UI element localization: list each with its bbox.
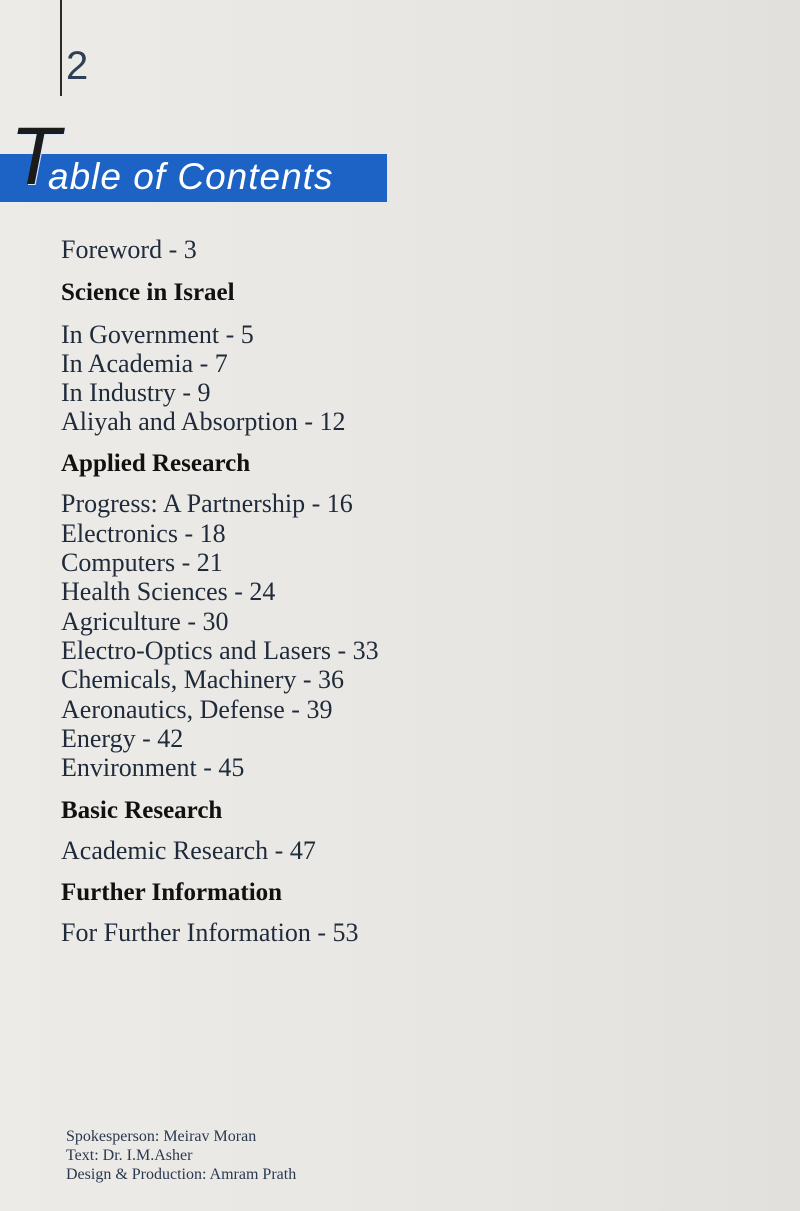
toc-section-heading: Basic Research xyxy=(61,797,223,824)
page-title: able of Contents xyxy=(48,156,334,197)
toc-entry[interactable]: Aeronautics, Defense - 39 xyxy=(61,695,333,724)
credit-spokesperson: Spokesperson: Meirav Moran xyxy=(66,1128,257,1145)
toc-entry[interactable]: Foreword - 3 xyxy=(61,235,197,264)
credit-design: Design & Production: Amram Prath xyxy=(66,1166,297,1183)
toc-entry[interactable]: Progress: A Partnership - 16 xyxy=(61,489,353,518)
toc-section-heading: Further Information xyxy=(61,879,283,906)
bleed-through-decoration xyxy=(294,439,348,614)
toc-entry[interactable]: Agriculture - 30 xyxy=(61,607,229,636)
toc-entry[interactable]: In Government - 5 xyxy=(61,320,254,349)
toc-entry[interactable]: Energy - 42 xyxy=(61,724,184,753)
toc-entry[interactable]: Electronics - 18 xyxy=(61,519,226,548)
page-number-rule xyxy=(60,0,62,96)
toc-entry[interactable]: Chemicals, Machinery - 36 xyxy=(61,665,345,694)
toc-entry[interactable]: In Academia - 7 xyxy=(61,349,228,378)
toc-entry[interactable]: Academic Research - 47 xyxy=(61,836,316,865)
toc-entry[interactable]: Computers - 21 xyxy=(61,548,223,577)
toc-section-heading: Science in Israel xyxy=(61,279,235,306)
credit-text: Text: Dr. I.M.Asher xyxy=(66,1147,193,1164)
toc-entry[interactable]: Health Sciences - 24 xyxy=(61,577,276,606)
toc-entry[interactable]: Electro-Optics and Lasers - 33 xyxy=(61,636,379,665)
toc-entry[interactable]: In Industry - 9 xyxy=(61,378,211,407)
banner-initial: T xyxy=(10,111,61,202)
toc-section-heading: Applied Research xyxy=(61,450,251,477)
credits xyxy=(66,1127,296,1184)
toc-entry[interactable]: Environment - 45 xyxy=(61,753,245,782)
toc-entry[interactable]: For Further Information - 53 xyxy=(61,918,359,947)
toc-entry[interactable]: Aliyah and Absorption - 12 xyxy=(61,407,346,436)
page-number: 2 xyxy=(66,44,89,88)
